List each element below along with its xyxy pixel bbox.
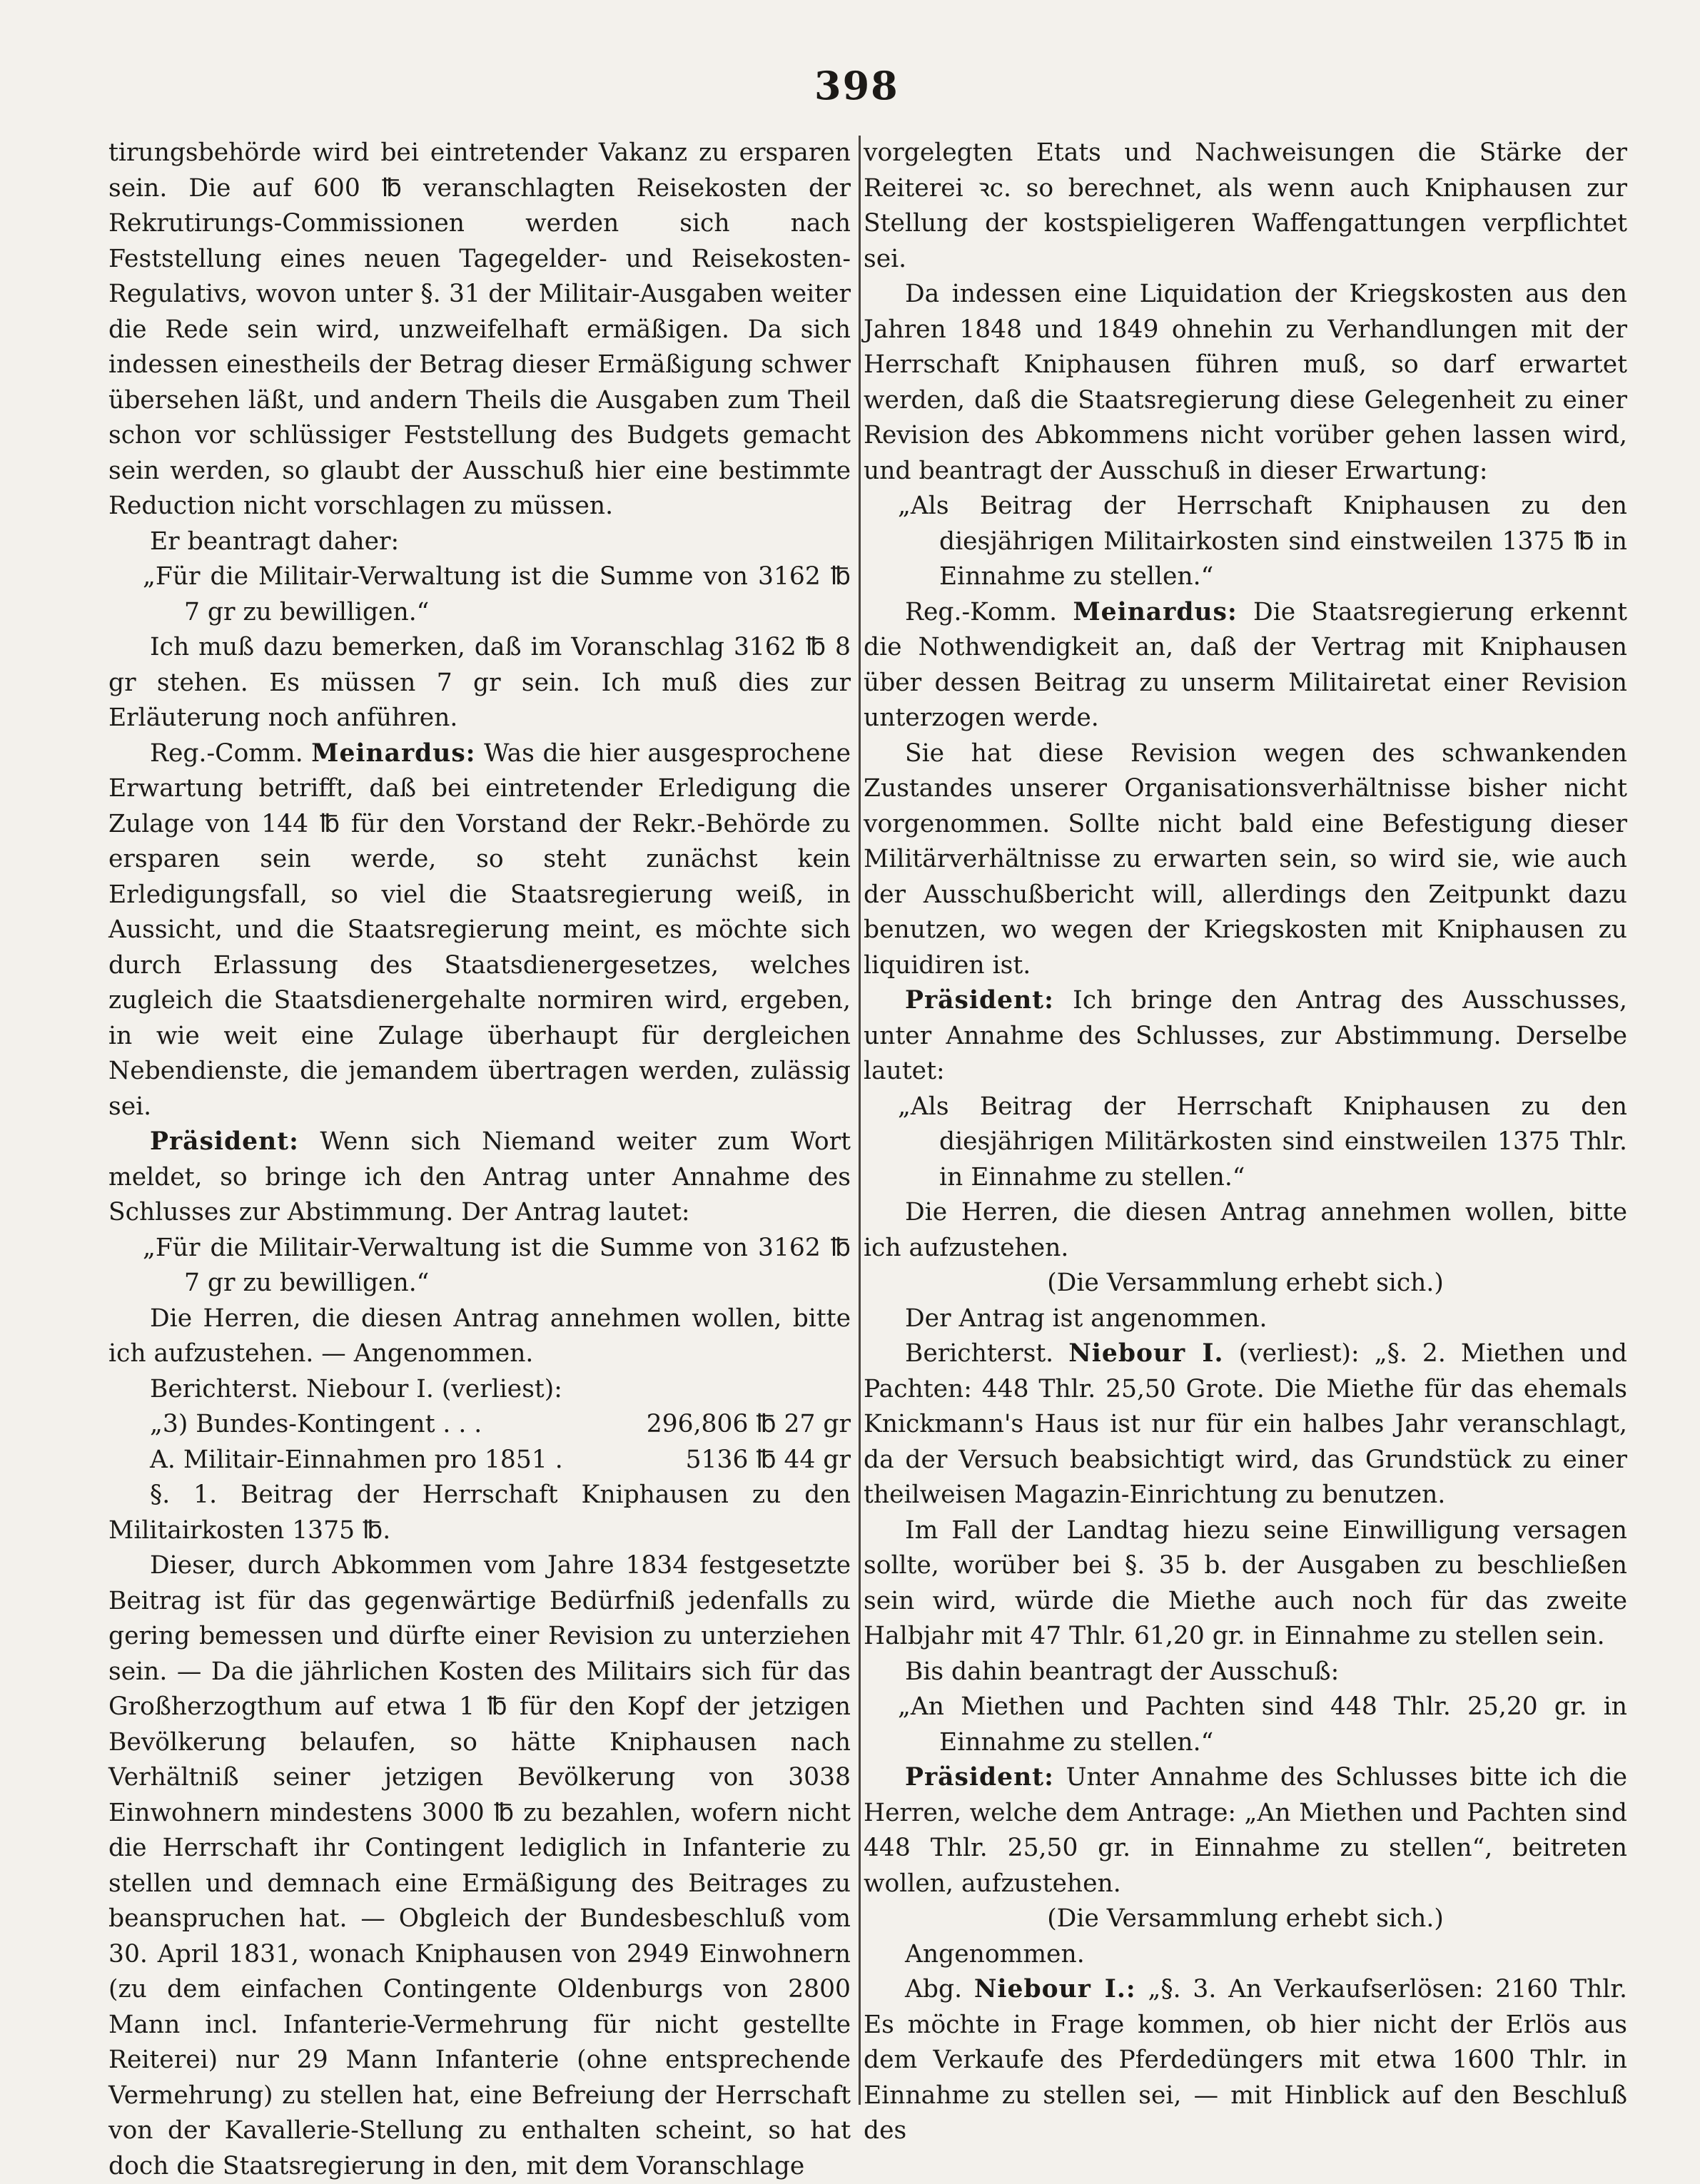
motion-quote: „Als Beitrag der Herrschaft Kniphausen zu den diesjährigen Militärkosten sind einstweilen 1375 Thlr. in Einnahme zu stellen.“ [898, 1092, 1627, 1192]
speech-paragraph [864, 1760, 1627, 1901]
budget-label: A. Militair-Einnahmen pro 1851 . [150, 1445, 563, 1474]
paragraph: Die Herren, die diesen Antrag annehmen wollen, bitte ich aufzustehen. — Angenommen. [108, 1304, 851, 1368]
paragraph: Dieser, durch Abkommen vom Jahre 1834 festgesetzte Beitrag ist für das gegenwärtige Bedürfniß jedenfalls zu gering bemessen und dürfte einer Revision zu unterziehen sein. — Da die jährlichen Kosten des Militairs sich für das Großherzogthum auf etwa 1 ℔ für den Kopf der jetzigen Bevölkerung belaufen, so hätte Kniphausen nach Verhältniß seiner jetzigen Bevölkerung von 3038 Einwohnern mindestens 3000 ℔ zu bezahlen, wofern nicht die Herrschaft ihr Contingent lediglich in Infanterie zu stellen und demnach eine Ermäßigung des Beitrages zu beanspruchen hat. — Obgleich der Bundesbeschluß vom 30. April 1831, wonach Kniphausen von 2949 Einwohnern (zu dem einfachen Contingente Oldenburgs von 2800 Mann incl. Infanterie-Vermehrung für nicht gestellte Reiterei) nur 29 Mann Infanterie (ohne entsprechende Vermehrung) zu stellen hat, eine Befreiung der Herrschaft von der Kavallerie-Stellung zu enthalten scheint, so hat doch die Staatsregierung in den, mit dem Voranschlage [108, 1551, 851, 2180]
budget-amount: 5136 ℔ 44 gr [685, 1445, 851, 1474]
paragraph: vorgelegten Etats und Nachweisungen die Stärke der Reiterei ꝛc. so berechnet, als wenn auch Kniphausen zur Stellung der kostspieligeren Waffengattungen verpflichtet sei. [864, 138, 1627, 273]
speech-paragraph [864, 1972, 1627, 2149]
speech-paragraph [864, 595, 1627, 736]
speech-text: Die Staatsregierung erkennt die Nothwendigkeit an, daß der Vertrag mit Kniphausen über dessen Beitrag zu unserm Militairetat einer Revision unterzogen werde. [864, 597, 1628, 732]
paragraph: Im Fall der Landtag hiezu seine Einwilligung versagen sollte, worüber bei §. 35 b. der Ausgaben zu beschließen sein wird, würde die Miethe auch noch für das zweite Halbjahr mit 47 Thlr. 61,20 gr. in Einnahme zu stellen sein. [864, 1515, 1627, 1650]
paragraph: tirungsbehörde wird bei eintretender Vakanz zu ersparen sein. Die auf 600 ℔ veranschlagten Reisekosten der Rekrutirungs-Commissionen werden sich nach Feststellung eines neuen Tagegelder- und Reisekosten-Regulativs, wovon unter §. 31 der Militair-Ausgaben weiter die Rede sein wird, unzweifelhaft ermäßigen. Da sich indessen einestheils der Betrag dieser Ermäßigung schwer übersehen läßt, und andern Theils die Ausgaben zum Theil schon vor schlüssiger Feststellung des Budgets gemacht sein werden, so glaubt der Ausschuß hier eine bestimmte Reduction nicht vorschlagen zu müssen. [108, 138, 851, 520]
speech-text: Ich bringe den Antrag des Ausschusses, unter Annahme des Schlusses, zur Abstimmung. Derselbe lautet: [864, 986, 1627, 1085]
right-column [864, 136, 1628, 2145]
speech-paragraph [108, 736, 851, 1125]
speech-paragraph [864, 983, 1627, 1090]
paragraph: Er beantragt daher: [150, 527, 400, 556]
paragraph: Da indessen eine Liquidation der Kriegskosten aus den Jahren 1848 und 1849 ohnehin zu Verhandlungen mit der Herrschaft Kniphausen führen muß, so darf erwartet werden, daß die Staatsregierung diese Gelegenheit zu einer Revision des Abkommens nicht vorüber gehen lassen wird, und beantragt der Ausschuß in dieser Erwartung: [864, 280, 1627, 485]
speech-text: Wenn sich Niemand weiter zum Wort meldet, so bringe ich den Antrag unter Annahme des Schlusses zur Abstimmung. Der Antrag lautet: [108, 1127, 851, 1226]
speaker-name: Präsident: [150, 1127, 299, 1156]
paragraph: Sie hat diese Revision wegen des schwankenden Zustandes unserer Organisationsverhältnisse bisher nicht vorgenommen. Sollte nicht bald eine Befestigung dieser Militärverhältnisse zu erwarten sein, so wird sie, wie auch der Ausschußbericht will, allerdings den Zeitpunkt dazu benutzen, wo wegen der Kriegskosten mit Kniphausen zu liquidiren ist. [864, 738, 1627, 980]
speaker-name: Meinardus: [1073, 597, 1238, 626]
budget-line [108, 1407, 851, 1443]
speech-text: Was die hier ausgesprochene Erwartung betrifft, daß bei eintretender Erledigung die Zulage von 144 ℔ für den Vorstand der Rekr.-Behörde zu ersparen sein werde, so steht zunächst kein Erledigungsfall, so viel die Staatsregierung weiß, in Aussicht, und die Staatsregierung meint, es möchte sich durch Erlassung des Staatsdienergesetzes, welches zugleich die Staatsdienergehalte normiren wird, ergeben, in wie weit eine Zulage überhaupt für dergleichen Nebendienste, die jemandem übertragen werden, zulässig sei. [108, 738, 851, 1121]
speaker-name: Niebour I.: [973, 1975, 1136, 2003]
speaker-title: Abg. [905, 1975, 963, 2003]
motion-quote: „Für die Militair-Verwaltung ist die Summe von 3162 ℔ 7 gr zu bewilligen.“ [143, 1233, 851, 1297]
speech-text: (verliest): „§. 2. Miethen und Pachten: 448 Thlr. 25,50 Grote. Die Miethe für das ehemals Knickmann's Haus ist nur für ein halbes Jahr veranschlagt, da der Versuch beabsichtigt wird, das Grundstück zu einer theilweisen Magazin-Einrichtung zu benutzen. [864, 1339, 1628, 1509]
stage-direction: (Die Versammlung erhebt sich.) [1047, 1904, 1444, 1933]
left-column [108, 136, 851, 2180]
page-number: 398 [814, 63, 899, 108]
paragraph: Ich muß dazu bemerken, daß im Voranschlag 3162 ℔ 8 gr stehen. Es müssen 7 gr sein. Ich muß dies zur Erläuterung noch anführen. [108, 633, 851, 732]
speech-text: „§. 3. An Verkaufserlösen: 2160 Thlr. Es möchte in Frage kommen, ob hier nicht der Erlös aus dem Verkaufe des Pferdedüngers mit etwa 1600 Thlr. in Einnahme zu stellen sei, — mit Hinblick auf den Beschluß des [864, 1975, 1627, 2145]
motion-quote: „Als Beitrag der Herrschaft Kniphausen zu den diesjährigen Militairkosten sind einstweilen 1375 ℔ in Einnahme zu stellen.“ [898, 492, 1627, 591]
speech-paragraph [864, 1336, 1627, 1513]
speaker-title: Reg.-Comm. [150, 738, 303, 768]
paragraph: Angenommen. [905, 1939, 1085, 1969]
motion-quote: „An Miethen und Pachten sind 448 Thlr. 25,20 gr. in Einnahme zu stellen.“ [898, 1692, 1627, 1757]
paragraph: Bis dahin beantragt der Ausschuß: [905, 1657, 1340, 1686]
speaker-name: Präsident: [905, 1763, 1054, 1792]
motion-quote: „Für die Militair-Verwaltung ist die Summe von 3162 ℔ 7 gr zu bewilligen.“ [143, 562, 851, 626]
speaker-name: Meinardus: [311, 738, 476, 768]
speaker-title: Reg.-Komm. [905, 597, 1058, 626]
speaker-title: Berichterst. [905, 1339, 1054, 1368]
paragraph: Der Antrag ist angenommen. [905, 1304, 1268, 1333]
budget-amount: 296,806 ℔ 27 gr [646, 1410, 851, 1438]
speech-paragraph [108, 1124, 851, 1231]
budget-line [108, 1443, 851, 1478]
speech-text: Unter Annahme des Schlusses bitte ich die Herren, welche dem Antrage: „An Miethen und Pachten sind 448 Thlr. 25,50 gr. in Einnahme zu stellen“, beitreten wollen, aufzustehen. [864, 1763, 1628, 1898]
paragraph: Berichterst. Niebour I. (verliest): [150, 1374, 562, 1403]
column-divider [859, 136, 861, 2105]
stage-direction: (Die Versammlung erhebt sich.) [1047, 1269, 1444, 1297]
budget-label: „3) Bundes-Kontingent . . . [150, 1410, 482, 1438]
paragraph: Die Herren, die diesen Antrag annehmen wollen, bitte ich aufzustehen. [864, 1198, 1627, 1262]
paragraph: §. 1. Beitrag der Herrschaft Kniphausen zu den Militairkosten 1375 ℔. [108, 1480, 851, 1545]
speaker-name: Niebour I. [1068, 1339, 1224, 1368]
speaker-name: Präsident: [905, 986, 1054, 1015]
